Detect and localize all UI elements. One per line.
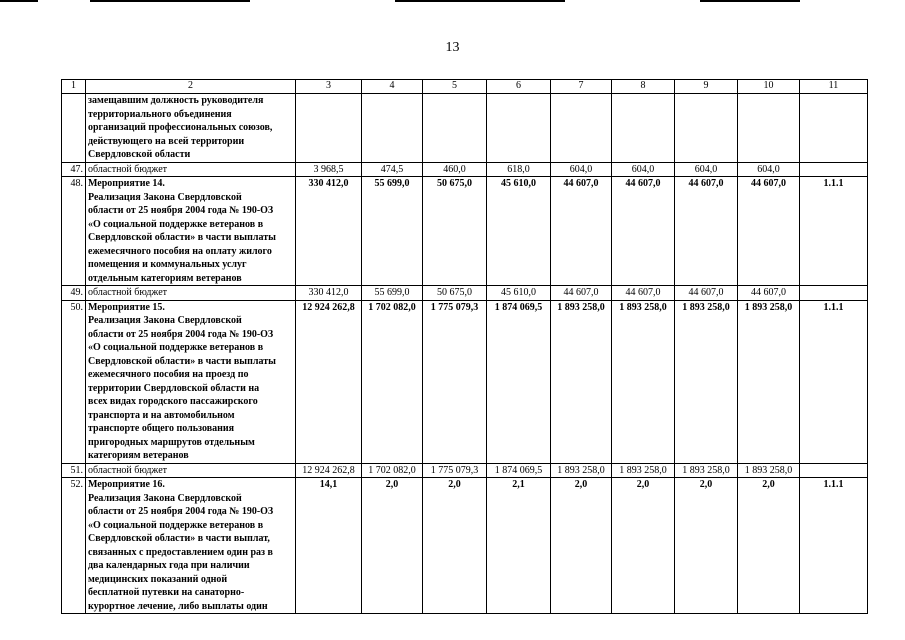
value-cell: 330 412,0 — [296, 286, 362, 301]
description-line: Реализация Закона Свердловской — [88, 492, 242, 504]
description-line: «О социальной поддержке ветеранов в — [88, 218, 264, 230]
code-cell — [800, 94, 868, 163]
row-description — [86, 94, 296, 163]
value-cell: 2,0 — [675, 478, 738, 614]
table-row — [62, 478, 868, 614]
header-cell: 6 — [487, 80, 551, 94]
description-line: ежемесячного пособия на проезд по — [88, 369, 249, 380]
value-cell: 44 607,0 — [551, 177, 612, 286]
value-cell: 1 893 258,0 — [612, 300, 675, 463]
header-cell: 1 — [62, 80, 86, 94]
value-cell: 55 699,0 — [362, 177, 423, 286]
description-line: ежемесячного пособия на оплату жилого — [88, 245, 272, 257]
row-description — [86, 463, 296, 478]
header-cell: 7 — [551, 80, 612, 94]
top-rule-left — [0, 0, 38, 2]
header-row — [62, 80, 868, 94]
header-cell: 2 — [86, 80, 296, 94]
description-line: территории Свердловской области на — [88, 382, 260, 394]
header-cell: 5 — [423, 80, 487, 94]
value-cell: 474,5 — [362, 162, 423, 177]
description-line: областной бюджет — [88, 163, 168, 175]
value-cell: 2,1 — [487, 478, 551, 614]
description-line: помещения и коммунальных услуг — [88, 259, 247, 270]
table-row — [62, 286, 868, 301]
row-description — [86, 286, 296, 301]
description-line: «О социальной поддержке ветеранов в — [88, 342, 264, 353]
row-number — [62, 94, 86, 163]
table-row — [62, 162, 868, 177]
description-line: действующего на всей территории — [88, 135, 245, 147]
description-line: связанных с предоставлением один раз в — [88, 546, 273, 558]
description-line: Мероприятие 16. — [88, 479, 165, 490]
header-cell: 8 — [612, 80, 675, 94]
description-line: Свердловской области — [88, 149, 191, 160]
value-cell — [612, 94, 675, 163]
value-cell — [487, 94, 551, 163]
value-cell: 44 607,0 — [551, 286, 612, 301]
value-cell: 44 607,0 — [675, 177, 738, 286]
description-line: Реализация Закона Свердловской — [88, 315, 242, 326]
value-cell: 604,0 — [612, 162, 675, 177]
header-cell: 11 — [800, 80, 868, 94]
description-line: пригородных маршрутов отдельным — [88, 436, 255, 448]
value-cell: 44 607,0 — [738, 286, 800, 301]
description-line: два календарных года при наличии — [88, 560, 250, 571]
description-line: Мероприятие 15. — [88, 301, 165, 313]
description-line: территориального объединения — [88, 108, 232, 120]
row-description — [86, 478, 296, 614]
description-line: Свердловской области» в части выплаты — [88, 355, 276, 367]
description-line: замещавшим должность руководителя — [88, 95, 264, 106]
value-cell: 44 607,0 — [612, 177, 675, 286]
row-number: 47. — [62, 162, 86, 177]
value-cell: 1 893 258,0 — [551, 300, 612, 463]
value-cell: 1 702 082,0 — [362, 463, 423, 478]
description-line: Мероприятие 14. — [88, 178, 165, 189]
value-cell: 330 412,0 — [296, 177, 362, 286]
description-line: областной бюджет — [88, 464, 168, 476]
description-line: отдельным категориям ветеранов — [88, 272, 242, 284]
value-cell — [296, 94, 362, 163]
header-cell: 9 — [675, 80, 738, 94]
description-line: организаций профессиональных союзов, — [88, 122, 273, 133]
table-row — [62, 177, 868, 286]
value-cell: 2,0 — [738, 478, 800, 614]
value-cell: 12 924 262,8 — [296, 463, 362, 478]
value-cell — [675, 94, 738, 163]
row-description — [86, 300, 296, 463]
value-cell: 1 775 079,3 — [423, 463, 487, 478]
value-cell: 55 699,0 — [362, 286, 423, 301]
header-cell: 10 — [738, 80, 800, 94]
row-number: 50. — [62, 300, 86, 463]
value-cell: 1 874 069,5 — [487, 463, 551, 478]
value-cell: 2,0 — [362, 478, 423, 614]
value-cell — [362, 94, 423, 163]
code-cell — [800, 162, 868, 177]
value-cell: 45 610,0 — [487, 177, 551, 286]
value-cell: 12 924 262,8 — [296, 300, 362, 463]
value-cell: 50 675,0 — [423, 177, 487, 286]
value-cell: 45 610,0 — [487, 286, 551, 301]
value-cell: 1 893 258,0 — [675, 463, 738, 478]
description-line: всех видах городского пассажирского — [88, 396, 258, 407]
description-line: медицинских показаний одной — [88, 573, 228, 585]
description-line: транспорте общего пользования — [88, 423, 235, 434]
description-line: Свердловской области» в части выплат, — [88, 533, 270, 544]
table-row — [62, 463, 868, 478]
description-line: области от 25 ноября 2004 года № 190-ОЗ — [88, 205, 274, 216]
value-cell: 44 607,0 — [675, 286, 738, 301]
value-cell: 50 675,0 — [423, 286, 487, 301]
budget-table — [61, 79, 868, 614]
value-cell: 618,0 — [487, 162, 551, 177]
value-cell: 604,0 — [738, 162, 800, 177]
value-cell: 1 893 258,0 — [612, 463, 675, 478]
row-description — [86, 177, 296, 286]
value-cell — [551, 94, 612, 163]
page-number: 13 — [445, 40, 460, 55]
top-rule-right — [700, 0, 800, 2]
code-cell — [800, 286, 868, 301]
value-cell — [423, 94, 487, 163]
row-description — [86, 162, 296, 177]
description-line: областной бюджет — [88, 287, 168, 298]
code-cell: 1.1.1 — [800, 300, 868, 463]
table-row — [62, 300, 868, 463]
code-cell: 1.1.1 — [800, 177, 868, 286]
value-cell: 2,0 — [551, 478, 612, 614]
value-cell: 1 775 079,3 — [423, 300, 487, 463]
value-cell: 2,0 — [423, 478, 487, 614]
description-line: области от 25 ноября 2004 года № 190-ОЗ — [88, 506, 274, 517]
row-number: 48. — [62, 177, 86, 286]
description-line: Свердловской области» в части выплаты — [88, 232, 276, 243]
value-cell: 14,1 — [296, 478, 362, 614]
value-cell: 1 893 258,0 — [675, 300, 738, 463]
value-cell: 3 968,5 — [296, 162, 362, 177]
code-cell — [800, 463, 868, 478]
value-cell: 1 893 258,0 — [738, 463, 800, 478]
description-line: области от 25 ноября 2004 года № 190-ОЗ — [88, 328, 274, 340]
value-cell: 1 893 258,0 — [551, 463, 612, 478]
description-line: бесплатной путевки на санаторно- — [88, 587, 245, 598]
top-rule-center-2 — [395, 0, 565, 2]
code-cell: 1.1.1 — [800, 478, 868, 614]
header-cell: 3 — [296, 80, 362, 94]
row-number: 52. — [62, 478, 86, 614]
value-cell: 1 702 082,0 — [362, 300, 423, 463]
value-cell — [738, 94, 800, 163]
header-cell: 4 — [362, 80, 423, 94]
description-line: курортное лечение, либо выплаты один — [88, 600, 268, 612]
value-cell: 44 607,0 — [738, 177, 800, 286]
value-cell: 1 893 258,0 — [738, 300, 800, 463]
row-number: 49. — [62, 286, 86, 301]
description-line: Реализация Закона Свердловской — [88, 191, 242, 203]
value-cell: 1 874 069,5 — [487, 300, 551, 463]
value-cell: 604,0 — [551, 162, 612, 177]
description-line: категориям ветеранов — [88, 450, 189, 461]
value-cell: 460,0 — [423, 162, 487, 177]
table-row — [62, 94, 868, 163]
value-cell: 44 607,0 — [612, 286, 675, 301]
top-rule-center — [90, 0, 250, 2]
value-cell: 2,0 — [612, 478, 675, 614]
row-number: 51. — [62, 463, 86, 478]
description-line: транспорта и на автомобильном — [88, 409, 235, 421]
value-cell: 604,0 — [675, 162, 738, 177]
description-line: «О социальной поддержке ветеранов в — [88, 519, 264, 531]
